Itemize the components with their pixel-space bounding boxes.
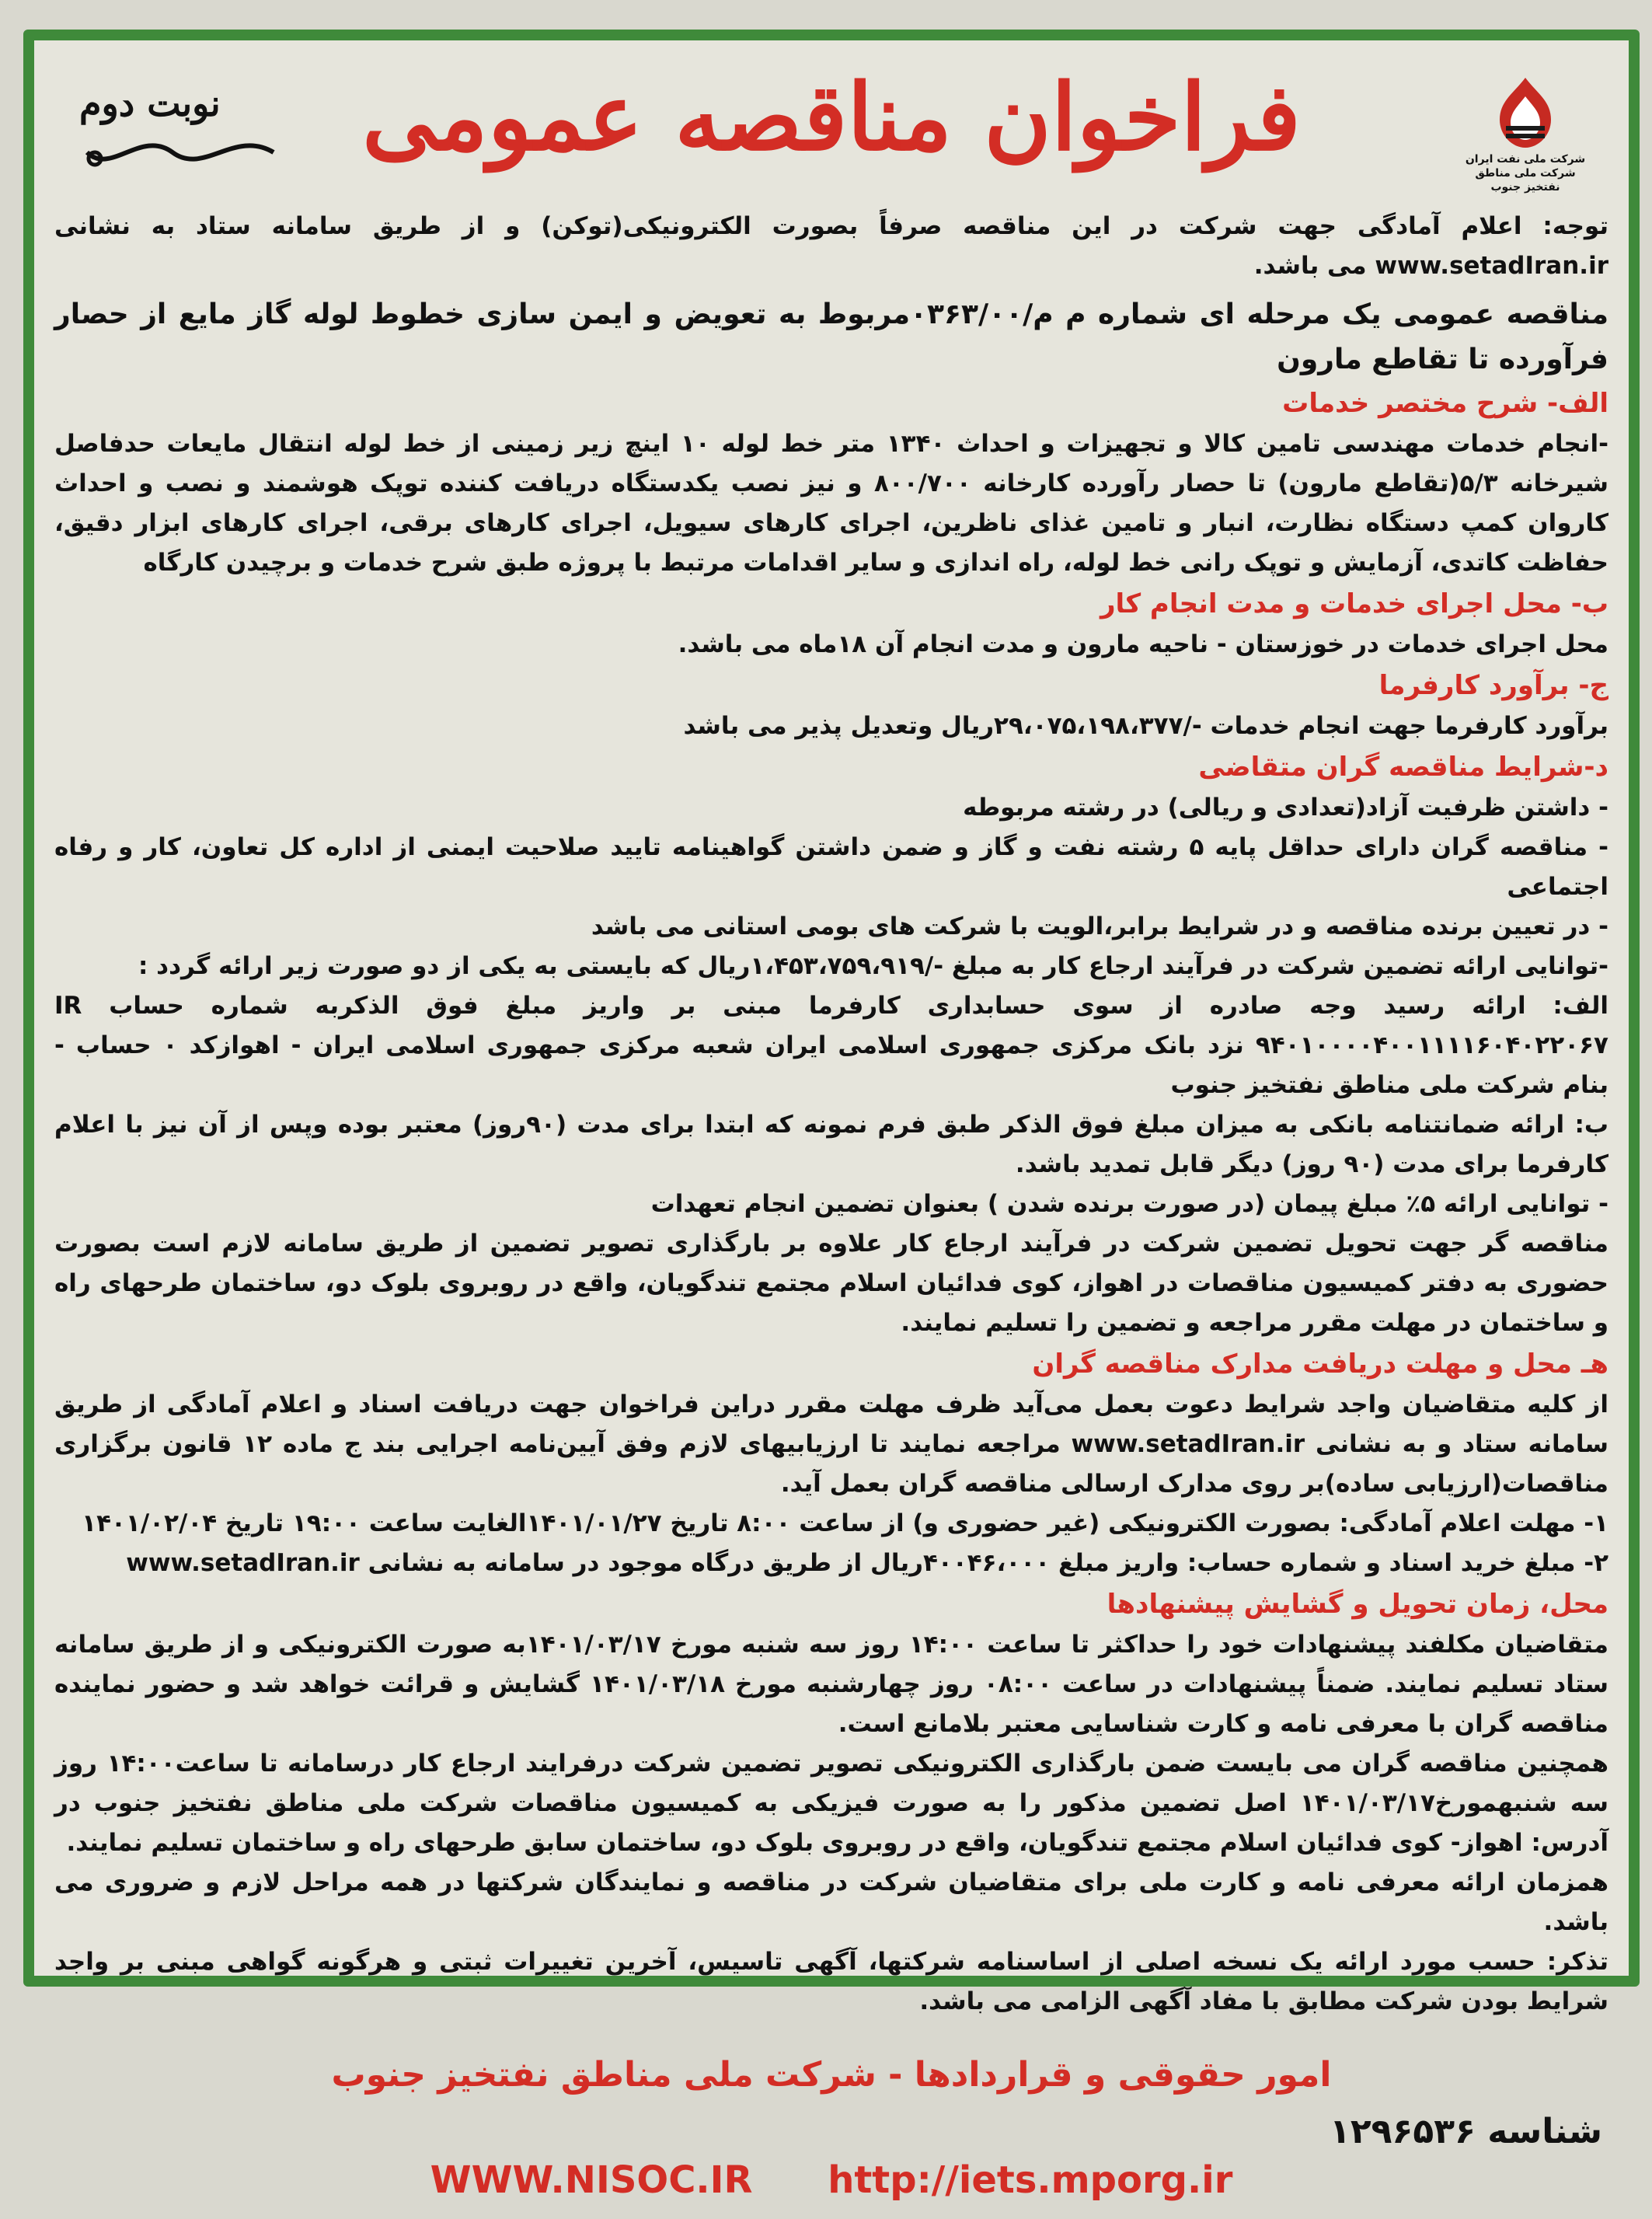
ad-id: شناسه ۱۲۹۶۵۳۶	[1329, 2112, 1602, 2151]
tender-subject: مناقصه عمومی یک مرحله ای شماره م م/۰۳۶۳/۰۰مربوط به تعویض و ایمن سازی خطوط لوله گاز مایع از حصار فرآورده تا تقاطع مارون	[54, 298, 1609, 375]
footer-links	[48, 2158, 1615, 2202]
section-e-text: از کلیه متقاضیان واجد شرایط دعوت بعمل می‌آید ظرف مهلت مقرر دراین فراخوان جهت دریافت اسناد و اعلام آمادگی از طریق سامانه ستاد و به نشانی www.setadIran.ir مراجعه نمایند تا ارزیابیهای لازم وفق آیین‌نامه اجرایی بند ج ماده ۱۲ قانون برگزاری مناقصات(ارزیابی ساده)بر روی مدارک ارسالی مناقصه گران بعمل آید.	[54, 1390, 1608, 1498]
round-label: نوبت دوم	[79, 82, 221, 124]
logo-line-1: شرکت ملی نفت ایران	[1465, 153, 1586, 166]
section-d-heading: د-شرایط مناقصه گران متقاضی	[1198, 752, 1608, 783]
section-d-item: - داشتن ظرفیت آزاد(تعدادی و ریالی) در رشته مربوطه	[963, 794, 1608, 822]
section-c-text: برآورد کارفرما جهت انجام خدمات -/۲۹،۰۷۵،۱۹۸،۳۷۷ریال وتعدیل پذیر می باشد	[683, 712, 1608, 740]
section-a-text: -انجام خدمات مهندسی تامین کالا و تجهیزات و احداث ۱۳۴۰ متر خط لوله ۱۰ اینچ زیر زمینی از خط لوله انتقال مایعات حدفاصل شیرخانه ۵/۳(تقاطع مارون) تا حصار رآورده کارخانه ۸۰۰/۷۰۰ و نیز نصب یکدستگاه دریافت کننده توپک هوشمند و نصب و احداث کاروان کمپ دستگاه نظارت، انبار و تامین غذای ناظرین، اجرای کارهای سیویل، اجرای کارهای برقی، اجرای کارهای ابزار دقیق، حفاظت کاتدی، آزمایش و توپک رانی خط لوله، راه اندازی و سایر اقدامات مرتبط با پروژه طبق شرح خدمات و برچیدن کارگاه	[54, 430, 1608, 577]
section-e-heading: هـ محل و مهلت دریافت مدارک مناقصه گران	[1032, 1348, 1608, 1380]
iets-link[interactable]: http://iets.mporg.ir	[828, 2158, 1233, 2202]
section-e-item: ۱- مهلت اعلام آمادگی: بصورت الکترونیکی (غیر حضوری و) از ساعت ۸:۰۰ تاریخ ۱۴۰۱/۰۱/۲۷الغایت ساعت ۱۹:۰۰ تاریخ ۱۴۰۱/۰۲/۰۴	[82, 1509, 1608, 1537]
section-d-item: مناقصه گر جهت تحویل تضمین شرکت در فرآیند ارجاع کار علاوه بر بارگذاری تصویر تضمین از طریق سامانه لازم است بصورت حضوری به دفتر کمیسیون مناقصات در اهواز، کوی فدائیان اسلام مجتمع تندگویان، واقع در روبروی بلوک دو، ساختمان طرحهای راه و ساختمان در مهلت مقرر مراجعه و تضمین را تسلیم نمایند.	[54, 1230, 1608, 1337]
section-d-item: - مناقصه گران دارای حداقل پایه ۵ رشته نفت و گاز و ضمن داشتن گواهینامه تایید صلاحیت ایمنی از اداره کل تعاون، کار و رفاه اجتماعی	[54, 833, 1608, 901]
footer-row	[48, 2102, 1615, 2219]
section-d-item: -توانایی ارائه تضمین شرکت در فرآیند ارجاع کار به مبلغ -/۱،۴۵۳،۷۵۹،۹۱۹ریال که بایستی به یکی از دو صورت زیر ارائه گردد :	[138, 952, 1608, 980]
section-e-item: ۲- مبلغ خرید اسناد و شماره حساب: واریز مبلغ ۴۰۰۴۶،۰۰۰ریال از طریق درگاه موجود در سامانه به نشانی www.setadIran.ir	[126, 1549, 1608, 1577]
section-f-paragraph: تذکر: حسب مورد ارائه یک نسخه اصلی از اساسنامه شرکتها، آگهی تاسیس، آخرین تغییرات ثبتی و هرگونه گواهی مبنی بر واجد شرایط بودن شرکت مطابق با مفاد آگهی الزامی می باشد.	[54, 1948, 1608, 2015]
section-f-paragraph: همچنین مناقصه گران می بایست ضمن بارگذاری الکترونیکی تصویر تضمین شرکت درفرایند ارجاع کار درسامانه تا ساعت۱۴:۰۰ روز سه شنبهمورخ۱۴۰۱/۰۳/۱۷ اصل تضمین مذکور را به صورت فیزیکی به کمیسیون مناقصات شرکت ملی مناطق نفتخیز جنوب در آدرس: اهواز- کوی فدائیان اسلام مجتمع تندگویان، واقع در روبروی بلوک دو، ساختمان سابق طرحهای راه و ساختمان تسلیم نمایند.	[54, 1750, 1609, 1857]
section-f-paragraph: متقاضیان مکلفند پیشنهادات خود را حداکثر تا ساعت ۱۴:۰۰ روز سه شنبه مورخ ۱۴۰۱/۰۳/۱۷به صورت الکترونیکی و از طریق سامانه ستاد تسلیم نمایند. ضمناً پیشنهادات در ساعت ۰۸:۰۰ روز چهارشنبه مورخ ۱۴۰۱/۰۳/۱۸ گشایش و قرائت خواهد شد و حضور نماینده مناقصه گران با معرفی نامه و کارت شناسایی معتبر بلامانع است.	[54, 1631, 1609, 1738]
section-d-item: - در تعیین برنده مناقصه و در شرایط برابر،الویت با شرکت های بومی استانی می باشد	[591, 912, 1608, 940]
section-d-item: ب: ارائه ضمانتنامه بانکی به میزان مبلغ فوق الذکر طبق فرم نمونه که ابتدا برای مدت (۹۰روز) معتبر بوده وپس از آن نیز با اعلام کارفرما برای مدت (۹۰ روز) دیگر قابل تمدید باشد.	[54, 1111, 1608, 1178]
notice-text: توجه: اعلام آمادگی جهت شرکت در این مناقصه صرفاً بصورت الکترونیکی(توکن) و از طریق سامانه ستاد به نشانی www.setadIran.ir می باشد.	[54, 212, 1608, 280]
flourish-icon	[79, 129, 281, 176]
page-title: فراخوان مناقصه عمومی	[362, 63, 1301, 171]
section-a-heading: الف- شرح مختصر خدمات	[1282, 388, 1608, 419]
section-b-text: محل اجرای خدمات در خوزستان - ناحیه مارون و مدت انجام آن ۱۸ماه می باشد.	[678, 630, 1608, 658]
ad-frame	[23, 30, 1640, 2202]
section-f-heading: محل، زمان تحویل و گشایش پیشنهادها	[1107, 1589, 1608, 1620]
section-d-item: الف: ارائه رسید وجه صادره از سوی حسابداری کارفرما مبنی بر واریز مبلغ فوق الذکربه شماره حساب IR ۹۴۰۱۰۰۰۰۴۰۰۱۱۱۱۶۰۴۰۲۲۰۶۷ نزد بانک مرکزی جمهوری اسلامی ایران شعبه مرکزی جمهوری اسلامی ایران - اهوازکد ۰ حساب - بنام شرکت ملی مناطق نفتخیز جنوب	[54, 992, 1608, 1099]
section-d-item: - توانایی ارائه ۵٪ مبلغ پیمان (در صورت برنده شدن ) بعنوان تضمین انجام تعهدات	[650, 1190, 1608, 1218]
logo-line-2: شرکت ملی مناطق نفتخیز جنوب	[1475, 167, 1576, 194]
ad-header	[48, 51, 1615, 207]
section-f-paragraph: همزمان ارائه معرفی نامه و کارت ملی برای متقاضیان شرکت در مناقصه و نمایندگان شرکتها در همه مراحل لازم و ضروری می باشد.	[54, 1868, 1608, 1936]
section-b-heading: ب- محل اجرای خدمات و مدت انجام کار	[1100, 588, 1608, 619]
nisoc-link[interactable]: WWW.NISOC.IR	[430, 2158, 753, 2202]
footer-organization: امور حقوقی و قراردادها - شرکت ملی مناطق نفتخیز جنوب	[331, 2055, 1332, 2095]
ad-content	[48, 51, 1615, 2202]
section-c-heading: ج- برآورد کارفرما	[1378, 670, 1608, 701]
